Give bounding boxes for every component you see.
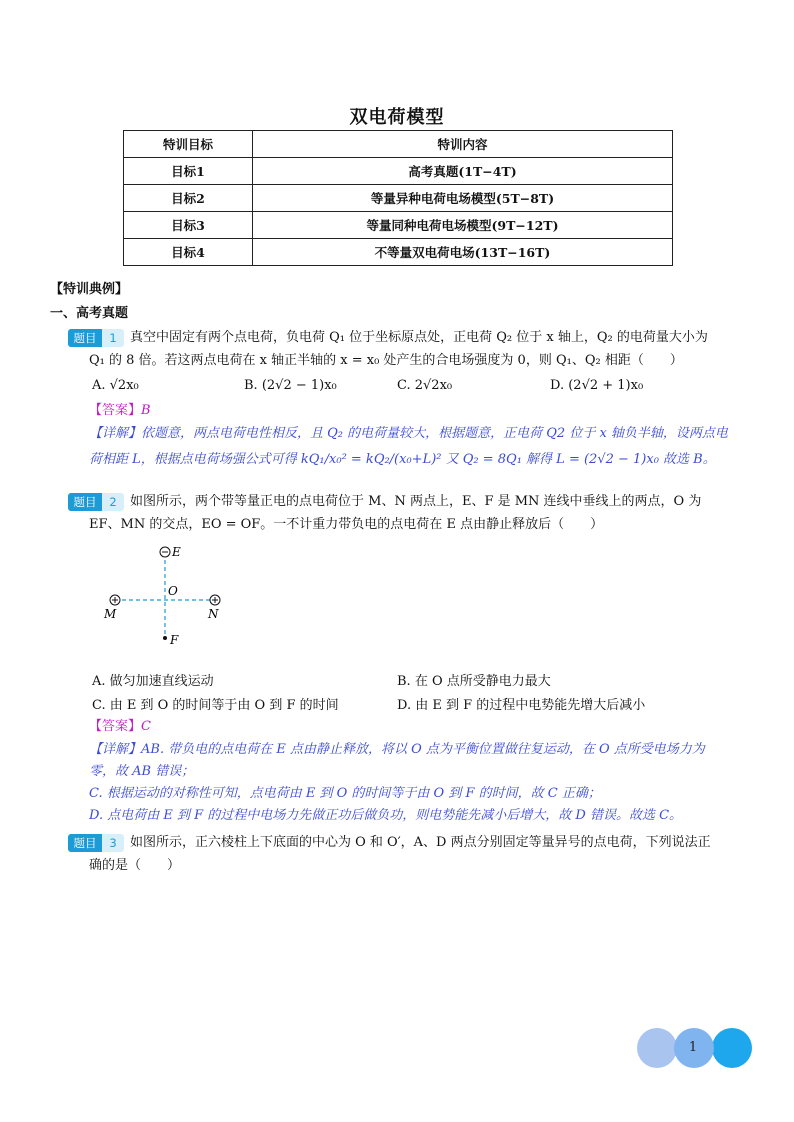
page-number: 1: [688, 1040, 698, 1055]
explanation-text: C. 根据运动的对称性可知，点电荷由 E 到 O 的时间等于由 O 到 F 的时间，故 C 正确；: [89, 786, 601, 801]
table-cell: 等量异种电荷电场模型(5T−8T): [253, 185, 673, 212]
table-row: [124, 158, 673, 185]
positive-charge-n: [210, 595, 220, 605]
table-cell: 高考真题(1T−4T): [253, 158, 673, 185]
section-heading: 【特训典例】: [50, 282, 129, 297]
question-tag: [68, 329, 124, 347]
label-f: F: [170, 633, 179, 647]
page-title: 双电荷模型: [349, 107, 445, 128]
training-goals-table: [123, 130, 673, 266]
question-number: 1: [102, 329, 124, 347]
table-cell: 目标4: [124, 239, 253, 266]
table-header: 特训内容: [253, 131, 673, 158]
point-f: [163, 636, 167, 640]
option-b: B. 在 O 点所受静电力最大: [397, 674, 551, 689]
charge-diagram: [95, 540, 235, 655]
table-cell: 目标3: [124, 212, 253, 239]
negative-charge-e: [160, 547, 170, 557]
answer-value: C: [141, 719, 151, 734]
table-row: [124, 212, 673, 239]
question-text: 真空中固定有两个点电荷，负电荷 Q₁ 位于坐标原点处，正电荷 Q₂ 位于 x 轴上，Q₂ 的电荷量大小为: [130, 330, 708, 345]
explanation-text: 零，故 AB 错误；: [89, 764, 195, 779]
option-b: B. (2√2 − 1)x₀: [244, 378, 337, 393]
subsection-heading: 一、高考真题: [50, 306, 129, 321]
option-d: D. (2√2 + 1)x₀: [550, 378, 644, 393]
table-cell: 目标1: [124, 158, 253, 185]
page-badge-right: [712, 1028, 752, 1068]
table-cell: 不等量双电荷电场(13T−16T): [253, 239, 673, 266]
positive-charge-m: [110, 595, 120, 605]
question-label: 题目: [68, 834, 102, 852]
table-row: [124, 185, 673, 212]
question-tag: [68, 834, 124, 852]
table-header: 特训目标: [124, 131, 253, 158]
question-label: 题目: [68, 329, 102, 347]
label-m: M: [104, 607, 117, 621]
answer-value: B: [141, 403, 151, 418]
page-badge-left: [637, 1028, 677, 1068]
label-n: N: [208, 607, 219, 621]
question-text: 确的是（ ）: [89, 858, 181, 873]
table-header-row: [124, 131, 673, 158]
explanation-text: 荷相距 L，根据点电荷场强公式可得 kQ₁/x₀² = kQ₂/(x₀+L)² 又 Q₂ = 8Q₁ 解得 L = (2√2 − 1)x₀ 故选 B。: [89, 452, 716, 467]
label-e: E: [172, 545, 181, 559]
explanation-text: D. 点电荷由 E 到 F 的过程中电场力先做正功后做负功，则电势能先减小后增大，故 D 错误。故选 C。: [89, 808, 683, 823]
label-o: O: [168, 584, 178, 598]
option-d: D. 由 E 到 F 的过程中电势能先增大后减小: [397, 698, 646, 713]
explanation-text: 【详解】依题意，两点电荷电性相反，且 Q₂ 的电荷量较大，根据题意，正电荷 Q2 位于 x 轴负半轴，设两点电: [89, 426, 728, 441]
answer-line: [89, 718, 151, 736]
explanation-text: 【详解】AB. 带负电的点电荷在 E 点由静止释放，将以 O 点为平衡位置做往复运动，在 O 点所受电场力为: [89, 742, 705, 757]
question-text: 如图所示，两个带等量正电的点电荷位于 M、N 两点上，E、F 是 MN 连线中垂线上的两点，O 为: [130, 494, 702, 509]
question-label: 题目: [68, 493, 102, 511]
question-tag: [68, 493, 124, 511]
answer-line: [89, 402, 151, 420]
option-a: A. √2x₀: [92, 378, 139, 393]
option-a: A. 做匀加速直线运动: [92, 674, 214, 689]
option-c: C. 2√2x₀: [397, 378, 453, 393]
option-c: C. 由 E 到 O 的时间等于由 O 到 F 的时间: [92, 698, 339, 713]
answer-label: 【答案】: [89, 403, 142, 418]
answer-label: 【答案】: [89, 719, 142, 734]
question-text: EF、MN 的交点，EO = OF。一不计重力带负电的点电荷在 E 点由静止释放后（ ）: [89, 517, 604, 532]
question-text: 如图所示，正六棱柱上下底面的中心为 O 和 O′，A、D 两点分别固定等量异号的点电荷，下列说法正: [130, 835, 711, 850]
table-cell: 等量同种电荷电场模型(9T−12T): [253, 212, 673, 239]
question-number: 3: [102, 834, 124, 852]
question-text: Q₁ 的 8 倍。若这两点电荷在 x 轴正半轴的 x = x₀ 处产生的合电场强度为 0，则 Q₁、Q₂ 相距（ ）: [89, 353, 683, 368]
question-number: 2: [102, 493, 124, 511]
table-cell: 目标2: [124, 185, 253, 212]
table-row: [124, 239, 673, 266]
